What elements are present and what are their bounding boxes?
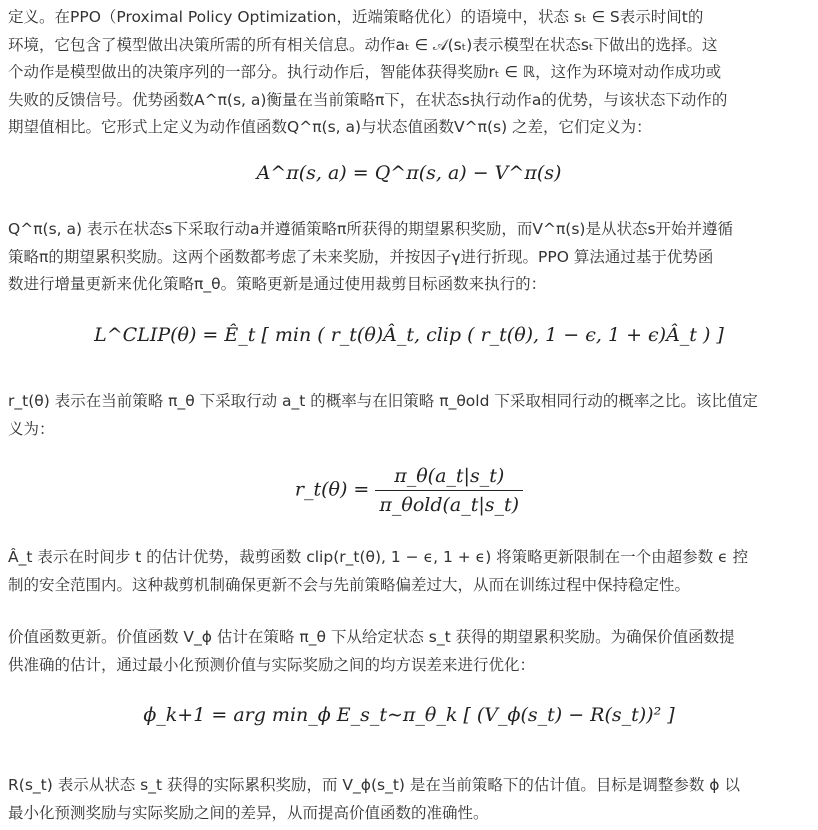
equation-value-loss: ϕ_k+1 = arg min_ϕ E_s_t∼π_θ_k [ (V_ϕ(s_t) − R(s_t))² ]	[143, 704, 675, 726]
paragraph-value-target	[8, 772, 810, 827]
ratio-denominator: π_θold(a_t|s_t)	[379, 494, 520, 516]
text-line: 制的安全范围内。这种裁剪机制确保更新不会与先前策略偏差过大，从而在训练过程中保持稳定性。	[8, 575, 691, 594]
equation-advantage: A^π(s, a) = Q^π(s, a) − V^π(s)	[256, 162, 562, 184]
text-line: 最小化预测奖励与实际奖励之间的差异，从而提高价值函数的准确性。	[8, 803, 489, 822]
text-line: 义为：	[8, 419, 55, 438]
paragraph-ratio	[8, 388, 810, 443]
ratio-numerator: π_θ(a_t|s_t)	[375, 462, 523, 491]
text-line: R(s_t) 表示从状态 s_t 获得的实际累积奖励，而 V_ϕ(s_t) 是在当前策略下的估计值。目标是调整参数 ϕ 以	[8, 776, 740, 794]
text-line: 策略π的期望累积奖励。这两个函数都考虑了未来奖励，并按因子γ进行折现。PPO 算法通过基于优势函	[8, 247, 714, 266]
text-line: 失败的反馈信号。优势函数A^π(s, a)衡量在当前策略π下，在状态s执行动作a的优势，与该状态下动作的	[8, 90, 728, 109]
equation-ratio	[0, 462, 818, 519]
text-line: 期望值相比。它形式上定义为动作值函数Q^π(s, a)与状态值函数V^π(s) 之差，它们定义为：	[8, 118, 652, 136]
text-line: Â_t 表示在时间步 t 的估计优势，裁剪函数 clip(r_t(θ), 1 − ϵ, 1 + ϵ) 将策略更新限制在一个由超参数 ϵ 控	[8, 548, 749, 566]
text-line: r_t(θ) 表示在当前策略 π_θ 下采取行动 a_t 的概率与在旧策略 π_θold 下采取相同行动的概率之比。该比值定	[8, 392, 758, 410]
text-line: 数进行增量更新来优化策略π_θ。策略更新是通过使用裁剪目标函数来执行的：	[8, 275, 547, 293]
ratio-lhs: r_t(θ) =	[294, 478, 370, 501]
paragraph-clip-explanation	[8, 544, 810, 599]
paragraph-value-update	[8, 624, 810, 679]
paragraph-ppo-definition	[8, 4, 810, 142]
text-line: 个动作是模型做出的决策序列的一部分。执行动作后，智能体获得奖励rₜ ∈ ℝ，这作为环境对动作成功或	[8, 63, 722, 81]
text-line: Q^π(s, a) 表示在状态s下采取行动a并遵循策略π所获得的期望累积奖励，而V^π(s)是从状态s开始并遵循	[8, 220, 734, 238]
ratio-fraction	[375, 462, 523, 519]
text-line: 价值函数更新。价值函数 V_ϕ 估计在策略 π_θ 下从给定状态 s_t 获得的期望累积奖励。为确保价值函数提	[8, 628, 735, 646]
text-line: 供准确的估计，通过最小化预测价值与实际奖励之间的均方误差来进行优化：	[8, 655, 536, 674]
equation-clip-objective: L^CLIP(θ) = Ê_t [ min ( r_t(θ)Â_t, clip ( r_t(θ), 1 − ϵ, 1 + ϵ)Â_t ) ]	[94, 324, 724, 346]
paragraph-value-functions	[8, 216, 810, 299]
text-line: 定义。在PPO（Proximal Policy Optimization，近端策略优化）的语境中，状态 sₜ ∈ S表示时间t的	[8, 8, 704, 26]
text-line: 环境，它包含了模型做出决策所需的所有相关信息。动作aₜ ∈ 𝒜(sₜ)表示模型在状态sₜ下做出的选择。这	[8, 35, 718, 54]
